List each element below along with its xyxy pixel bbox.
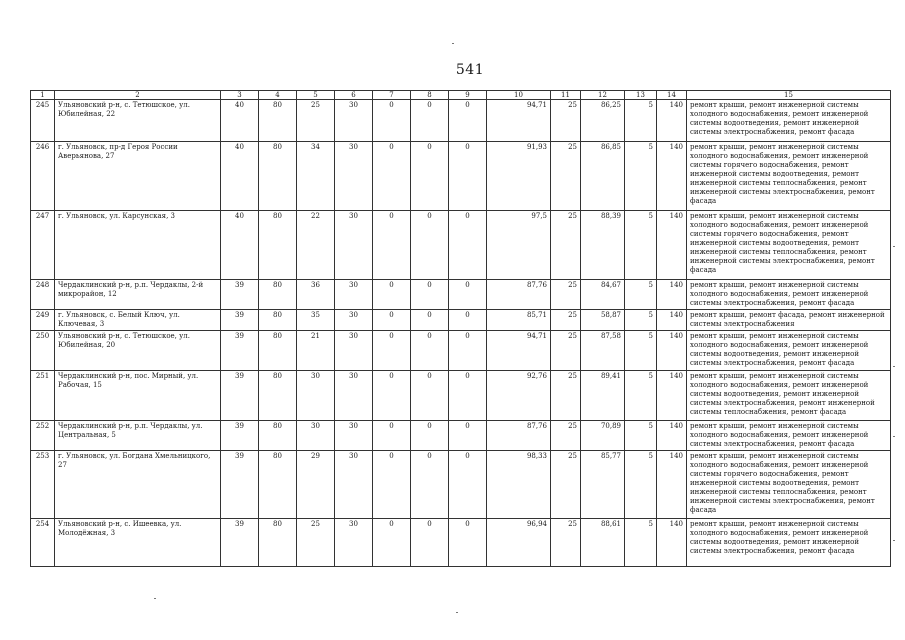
value-cell: 58,87 xyxy=(581,310,625,331)
value-cell: 140 xyxy=(657,371,687,421)
value-cell: 0 xyxy=(373,310,411,331)
value-cell: 80 xyxy=(259,280,297,310)
value-cell: 0 xyxy=(411,421,449,451)
value-cell: 0 xyxy=(411,211,449,280)
value-cell: 80 xyxy=(259,451,297,519)
value-cell: 0 xyxy=(411,100,449,142)
value-cell: 0 xyxy=(411,331,449,371)
value-cell: 40 xyxy=(221,100,259,142)
address-cell: Чердаклинский р-н, р.п. Чердаклы, 2-й микрорайон, 12 xyxy=(55,280,221,310)
column-header: 10 xyxy=(487,91,551,100)
table-row xyxy=(31,211,891,280)
row-number: 249 xyxy=(31,310,55,331)
value-cell: 25 xyxy=(551,100,581,142)
scan-speck xyxy=(893,436,895,437)
value-cell: 30 xyxy=(297,371,335,421)
works-cell: ремонт крыши, ремонт инженерной системы холодного водоснабжения, ремонт инженерной системы горячего водоснабжения, ремонт инженерной системы водоотведения, ремонт инженерной системы теплоснабжения, ремонт инженерной системы электроснабжения, ремонт фасада xyxy=(687,142,891,211)
value-cell: 5 xyxy=(625,451,657,519)
value-cell: 0 xyxy=(373,421,411,451)
value-cell: 39 xyxy=(221,331,259,371)
value-cell: 25 xyxy=(551,211,581,280)
value-cell: 94,71 xyxy=(487,100,551,142)
row-number: 246 xyxy=(31,142,55,211)
value-cell: 5 xyxy=(625,100,657,142)
value-cell: 30 xyxy=(335,211,373,280)
value-cell: 0 xyxy=(373,371,411,421)
row-number: 247 xyxy=(31,211,55,280)
address-cell: г. Ульяновск, пр-д Героя России Аверьянова, 27 xyxy=(55,142,221,211)
value-cell: 88,39 xyxy=(581,211,625,280)
address-cell: Чердаклинский р-н, пос. Мирный, ул. Рабочая, 15 xyxy=(55,371,221,421)
value-cell: 0 xyxy=(373,142,411,211)
value-cell: 5 xyxy=(625,142,657,211)
value-cell: 140 xyxy=(657,519,687,567)
value-cell: 85,71 xyxy=(487,310,551,331)
value-cell: 87,76 xyxy=(487,280,551,310)
value-cell: 25 xyxy=(297,100,335,142)
column-header: 9 xyxy=(449,91,487,100)
value-cell: 30 xyxy=(335,451,373,519)
works-cell: ремонт крыши, ремонт инженерной системы холодного водоснабжения, ремонт инженерной системы водоотведения, ремонт инженерной системы электроснабжения, ремонт фасада xyxy=(687,331,891,371)
value-cell: 0 xyxy=(373,519,411,567)
value-cell: 86,25 xyxy=(581,100,625,142)
works-cell: ремонт крыши, ремонт инженерной системы холодного водоснабжения, ремонт инженерной системы горячего водоснабжения, ремонт инженерной системы водоотведения, ремонт инженерной системы теплоснабжения, ремонт инженерной системы электроснабжения, ремонт фасада xyxy=(687,451,891,519)
value-cell: 91,93 xyxy=(487,142,551,211)
column-header: 11 xyxy=(551,91,581,100)
value-cell: 80 xyxy=(259,211,297,280)
value-cell: 5 xyxy=(625,519,657,567)
table-row xyxy=(31,519,891,567)
value-cell: 0 xyxy=(411,451,449,519)
value-cell: 25 xyxy=(551,371,581,421)
address-cell: Ульяновский р-н, с. Тетюшское, ул. Юбилейная, 22 xyxy=(55,100,221,142)
value-cell: 5 xyxy=(625,421,657,451)
column-header: 4 xyxy=(259,91,297,100)
value-cell: 30 xyxy=(335,519,373,567)
works-cell: ремонт крыши, ремонт инженерной системы холодного водоснабжения, ремонт инженерной системы горячего водоснабжения, ремонт инженерной системы водоотведения, ремонт инженерной системы теплоснабжения, ремонт инженерной системы электроснабжения, ремонт фасада xyxy=(687,211,891,280)
value-cell: 140 xyxy=(657,280,687,310)
header-row xyxy=(31,91,891,100)
value-cell: 140 xyxy=(657,421,687,451)
value-cell: 80 xyxy=(259,310,297,331)
value-cell: 30 xyxy=(335,371,373,421)
value-cell: 80 xyxy=(259,519,297,567)
page-number: 541 xyxy=(455,62,485,78)
value-cell: 140 xyxy=(657,331,687,371)
value-cell: 92,76 xyxy=(487,371,551,421)
table-row xyxy=(31,310,891,331)
value-cell: 39 xyxy=(221,310,259,331)
value-cell: 34 xyxy=(297,142,335,211)
value-cell: 80 xyxy=(259,142,297,211)
value-cell: 25 xyxy=(297,519,335,567)
value-cell: 0 xyxy=(449,142,487,211)
value-cell: 30 xyxy=(335,421,373,451)
value-cell: 40 xyxy=(221,142,259,211)
value-cell: 5 xyxy=(625,331,657,371)
value-cell: 0 xyxy=(411,371,449,421)
column-header: 13 xyxy=(625,91,657,100)
value-cell: 0 xyxy=(373,211,411,280)
value-cell: 0 xyxy=(411,142,449,211)
table-row xyxy=(31,142,891,211)
value-cell: 0 xyxy=(373,451,411,519)
value-cell: 30 xyxy=(335,100,373,142)
value-cell: 0 xyxy=(449,331,487,371)
scan-speck xyxy=(893,540,895,541)
value-cell: 80 xyxy=(259,371,297,421)
value-cell: 0 xyxy=(373,331,411,371)
value-cell: 0 xyxy=(449,451,487,519)
column-header: 14 xyxy=(657,91,687,100)
value-cell: 0 xyxy=(373,100,411,142)
value-cell: 140 xyxy=(657,451,687,519)
value-cell: 30 xyxy=(335,331,373,371)
value-cell: 84,67 xyxy=(581,280,625,310)
value-cell: 80 xyxy=(259,331,297,371)
value-cell: 40 xyxy=(221,211,259,280)
value-cell: 0 xyxy=(449,519,487,567)
address-cell: г. Ульяновск, ул. Карсунская, 3 xyxy=(55,211,221,280)
value-cell: 0 xyxy=(449,371,487,421)
works-cell: ремонт крыши, ремонт фасада, ремонт инженерной системы электроснабжения xyxy=(687,310,891,331)
value-cell: 39 xyxy=(221,371,259,421)
works-cell: ремонт крыши, ремонт инженерной системы холодного водоснабжения, ремонт инженерной системы электроснабжения, ремонт фасада xyxy=(687,421,891,451)
column-header: 12 xyxy=(581,91,625,100)
scan-speck xyxy=(452,43,454,44)
row-number: 250 xyxy=(31,331,55,371)
value-cell: 96,94 xyxy=(487,519,551,567)
value-cell: 0 xyxy=(411,310,449,331)
works-cell: ремонт крыши, ремонт инженерной системы холодного водоснабжения, ремонт инженерной системы водоотведения, ремонт инженерной системы электроснабжения, ремонт фасада xyxy=(687,100,891,142)
value-cell: 25 xyxy=(551,421,581,451)
value-cell: 29 xyxy=(297,451,335,519)
value-cell: 5 xyxy=(625,371,657,421)
value-cell: 0 xyxy=(373,280,411,310)
value-cell: 25 xyxy=(551,142,581,211)
column-header: 8 xyxy=(411,91,449,100)
value-cell: 88,61 xyxy=(581,519,625,567)
value-cell: 85,77 xyxy=(581,451,625,519)
value-cell: 25 xyxy=(551,280,581,310)
value-cell: 35 xyxy=(297,310,335,331)
value-cell: 5 xyxy=(625,310,657,331)
value-cell: 22 xyxy=(297,211,335,280)
value-cell: 30 xyxy=(335,280,373,310)
value-cell: 140 xyxy=(657,100,687,142)
value-cell: 30 xyxy=(335,310,373,331)
value-cell: 30 xyxy=(297,421,335,451)
value-cell: 25 xyxy=(551,310,581,331)
value-cell: 80 xyxy=(259,100,297,142)
table-row xyxy=(31,331,891,371)
address-cell: Ульяновский р-н, с. Тетюшское, ул. Юбилейная, 20 xyxy=(55,331,221,371)
column-header: 3 xyxy=(221,91,259,100)
address-cell: г. Ульяновск, с. Белый Ключ, ул. Ключевая, 3 xyxy=(55,310,221,331)
value-cell: 39 xyxy=(221,519,259,567)
value-cell: 25 xyxy=(551,331,581,371)
column-header: 1 xyxy=(31,91,55,100)
row-number: 245 xyxy=(31,100,55,142)
address-cell: Ульяновский р-н, с. Ишеевка, ул. Молодёжная, 3 xyxy=(55,519,221,567)
value-cell: 30 xyxy=(335,142,373,211)
value-cell: 86,85 xyxy=(581,142,625,211)
value-cell: 87,58 xyxy=(581,331,625,371)
value-cell: 140 xyxy=(657,211,687,280)
address-cell: г. Ульяновск, ул. Богдана Хмельницкого, 27 xyxy=(55,451,221,519)
value-cell: 0 xyxy=(411,280,449,310)
value-cell: 140 xyxy=(657,142,687,211)
value-cell: 0 xyxy=(411,519,449,567)
value-cell: 5 xyxy=(625,280,657,310)
row-number: 253 xyxy=(31,451,55,519)
works-cell: ремонт крыши, ремонт инженерной системы холодного водоснабжения, ремонт инженерной системы электроснабжения, ремонт фасада xyxy=(687,280,891,310)
value-cell: 0 xyxy=(449,310,487,331)
works-cell: ремонт крыши, ремонт инженерной системы холодного водоснабжения, ремонт инженерной системы водоотведения, ремонт инженерной системы электроснабжения, ремонт инженерной системы теплоснабжения, ремонт фасада xyxy=(687,371,891,421)
address-cell: Чердаклинский р-н, р.п. Чердаклы, ул. Центральная, 5 xyxy=(55,421,221,451)
value-cell: 87,76 xyxy=(487,421,551,451)
value-cell: 0 xyxy=(449,211,487,280)
scan-speck xyxy=(456,612,458,613)
value-cell: 36 xyxy=(297,280,335,310)
column-header: 2 xyxy=(55,91,221,100)
value-cell: 25 xyxy=(551,519,581,567)
value-cell: 0 xyxy=(449,280,487,310)
value-cell: 5 xyxy=(625,211,657,280)
value-cell: 80 xyxy=(259,421,297,451)
value-cell: 94,71 xyxy=(487,331,551,371)
value-cell: 25 xyxy=(551,451,581,519)
scan-speck xyxy=(893,366,895,367)
value-cell: 98,33 xyxy=(487,451,551,519)
works-cell: ремонт крыши, ремонт инженерной системы холодного водоснабжения, ремонт инженерной системы водоотведения, ремонт инженерной системы электроснабжения, ремонт фасада xyxy=(687,519,891,567)
table-row xyxy=(31,421,891,451)
value-cell: 70,89 xyxy=(581,421,625,451)
column-header: 15 xyxy=(687,91,891,100)
row-number: 252 xyxy=(31,421,55,451)
value-cell: 140 xyxy=(657,310,687,331)
table-row xyxy=(31,280,891,310)
value-cell: 39 xyxy=(221,451,259,519)
column-header: 6 xyxy=(335,91,373,100)
column-header: 7 xyxy=(373,91,411,100)
value-cell: 39 xyxy=(221,280,259,310)
value-cell: 21 xyxy=(297,331,335,371)
row-number: 248 xyxy=(31,280,55,310)
scan-speck xyxy=(154,598,156,599)
row-number: 251 xyxy=(31,371,55,421)
table-row xyxy=(31,100,891,142)
value-cell: 89,41 xyxy=(581,371,625,421)
row-number: 254 xyxy=(31,519,55,567)
column-header: 5 xyxy=(297,91,335,100)
value-cell: 0 xyxy=(449,100,487,142)
register-table xyxy=(30,90,891,567)
value-cell: 97,5 xyxy=(487,211,551,280)
scan-speck xyxy=(893,246,895,247)
table-row xyxy=(31,371,891,421)
value-cell: 0 xyxy=(449,421,487,451)
value-cell: 39 xyxy=(221,421,259,451)
table-row xyxy=(31,451,891,519)
